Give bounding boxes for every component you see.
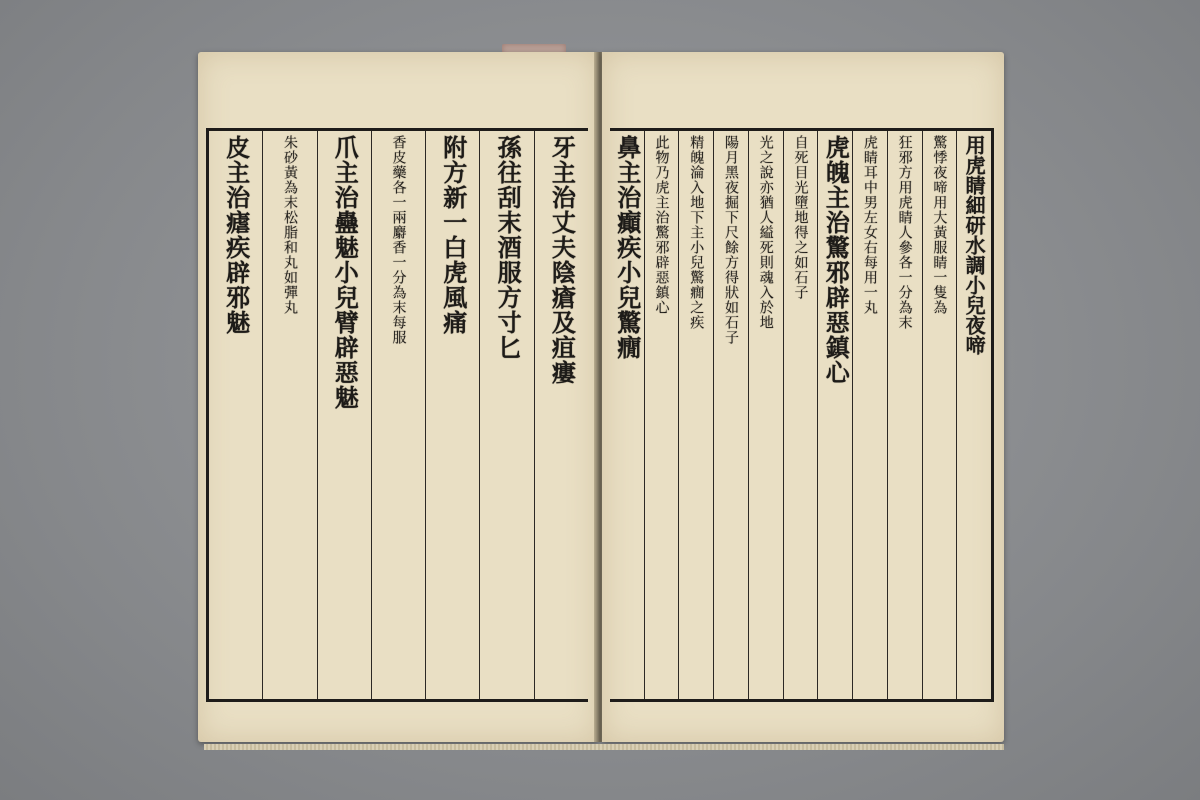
right-page xyxy=(602,52,1004,742)
left-page-frame xyxy=(206,128,588,702)
text-column xyxy=(678,131,713,699)
text-column xyxy=(956,131,991,699)
left-page-columns xyxy=(209,131,588,699)
text-column xyxy=(644,131,679,699)
text-column xyxy=(748,131,783,699)
text-column xyxy=(425,131,479,699)
right-page-columns xyxy=(610,131,991,699)
text-column xyxy=(479,131,533,699)
page-edges xyxy=(204,744,1004,750)
column-text: 朱砂黃為末松脂和丸如彈丸 xyxy=(281,135,298,315)
column-text: 陽月黑夜掘下尺餘方得狀如石子 xyxy=(722,135,739,345)
column-text: 驚悸夜啼用大黃服睛一隻為 xyxy=(931,135,948,315)
column-text: 爪主治蠱魅小兒臂辟惡魅 xyxy=(330,135,360,410)
column-text: 附方新一白虎風痛 xyxy=(438,135,468,335)
column-text: 虎睛耳中男左女右每用一丸 xyxy=(861,135,878,315)
text-column xyxy=(317,131,371,699)
text-column xyxy=(887,131,922,699)
column-text: 皮主治瘧疾辟邪魅 xyxy=(221,135,251,335)
text-column xyxy=(262,131,316,699)
column-text: 香皮藥各一兩麝香一分為末每服 xyxy=(390,135,407,345)
open-book xyxy=(198,44,1010,750)
column-text: 光之說亦猶人縊死則魂入於地 xyxy=(757,135,774,330)
text-column xyxy=(713,131,748,699)
column-text: 此物乃虎主治驚邪辟惡鎮心 xyxy=(653,135,670,315)
text-column xyxy=(817,131,852,699)
right-page-frame xyxy=(610,128,994,702)
left-page xyxy=(198,52,598,742)
column-text: 牙主治丈夫陰瘡及疽瘻 xyxy=(547,135,577,385)
column-text: 精魄淪入地下主小兒驚癇之疾 xyxy=(688,135,705,330)
column-text: 自死目光墮地得之如石子 xyxy=(792,135,809,300)
text-column xyxy=(783,131,818,699)
column-text: 孫往刮末酒服方寸匕 xyxy=(493,135,523,360)
column-text: 狂邪方用虎睛人參各一分為末 xyxy=(896,135,913,330)
text-column xyxy=(534,131,588,699)
text-column xyxy=(371,131,425,699)
column-text: 用虎睛細研水調小兒夜啼 xyxy=(962,135,987,355)
text-column xyxy=(209,131,262,699)
text-column xyxy=(922,131,957,699)
text-column xyxy=(610,131,644,699)
column-text: 鼻主治癲疾小兒驚癇 xyxy=(612,135,642,360)
column-text: 虎魄主治驚邪辟惡鎮心 xyxy=(821,135,851,385)
text-column xyxy=(852,131,887,699)
